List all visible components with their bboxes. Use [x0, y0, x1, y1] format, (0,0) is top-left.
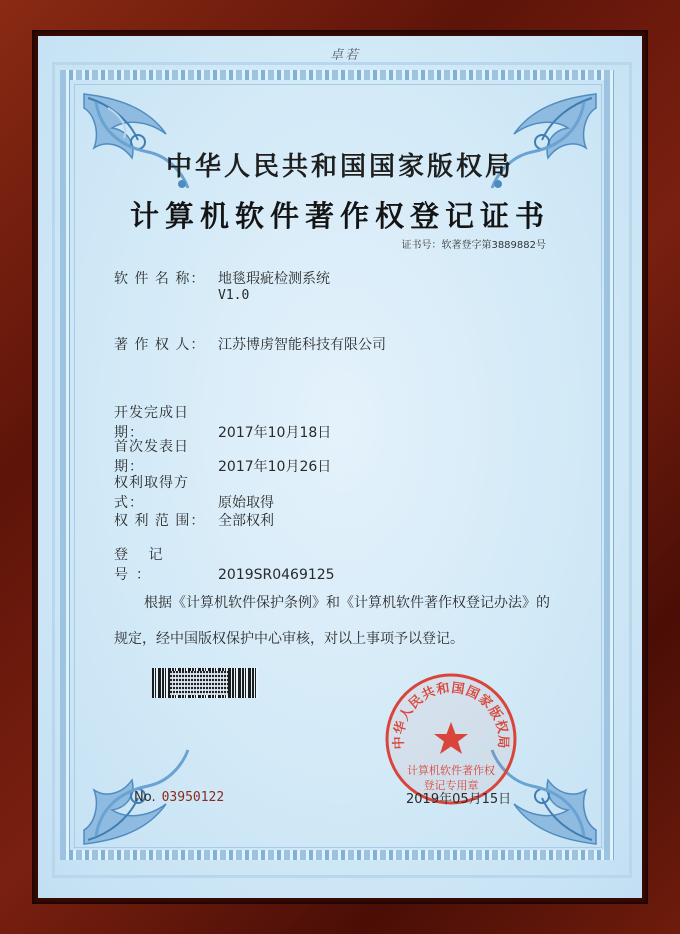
issuer-heading: 中华人民共和国国家版权局 — [165, 152, 514, 182]
statement-line-2: 规定，经中国版权保护中心审核，对以上事项予以登记。 — [114, 631, 464, 647]
field-label: 开发完成日期： — [114, 405, 189, 441]
handwritten-note: 卓若 — [330, 48, 361, 63]
field-value: 2019SR0469125 — [218, 567, 335, 583]
field-rights-scope — [114, 510, 274, 530]
field-label: 登 记 号： — [114, 547, 171, 583]
statement-line-1: 根据《计算机软件保护条例》和《计算机软件著作权登记办法》的 — [144, 595, 550, 611]
seal-ring-text: 中华人民共和国国家版权局 — [391, 680, 511, 750]
field-label: 首次发表日期： — [114, 439, 189, 475]
field-label: 权 利 范 围： — [114, 513, 206, 529]
issue-date: 2019年05月15日 — [406, 792, 512, 807]
field-publish-date — [114, 436, 331, 476]
field-label: 软 件 名 称： — [114, 271, 206, 287]
field-label: 权利取得方式： — [114, 475, 189, 511]
certificate-title: 计算机软件著作权登记证书 — [129, 199, 550, 233]
seal-center-line-1: 计算机软件著作权 — [407, 764, 495, 777]
field-software-name — [114, 268, 330, 288]
field-value: 原始取得 — [218, 495, 274, 511]
serial-value: 03950122 — [161, 790, 225, 805]
field-acquisition-method — [114, 472, 274, 512]
software-version: V1.0 — [218, 288, 250, 303]
field-label: 著 作 权 人： — [114, 337, 206, 353]
field-value: 全部权利 — [218, 513, 274, 529]
barcode — [152, 668, 258, 698]
field-value: 2017年10月18日 — [218, 425, 332, 441]
serial-number — [134, 790, 224, 805]
certificate-number: 证书号：软著登字第3889882号 — [401, 240, 546, 251]
field-value: 地毯瑕疵检测系统 — [218, 271, 330, 287]
certificate-paper — [38, 36, 642, 898]
field-value: 江苏博虏智能科技有限公司 — [218, 337, 386, 353]
field-value: 2017年10月26日 — [218, 459, 332, 475]
field-copyright-owner — [114, 334, 386, 354]
serial-label: No. — [134, 790, 156, 805]
seal-center-line-2: 登记专用章 — [423, 779, 479, 792]
field-registration-number — [114, 544, 335, 584]
